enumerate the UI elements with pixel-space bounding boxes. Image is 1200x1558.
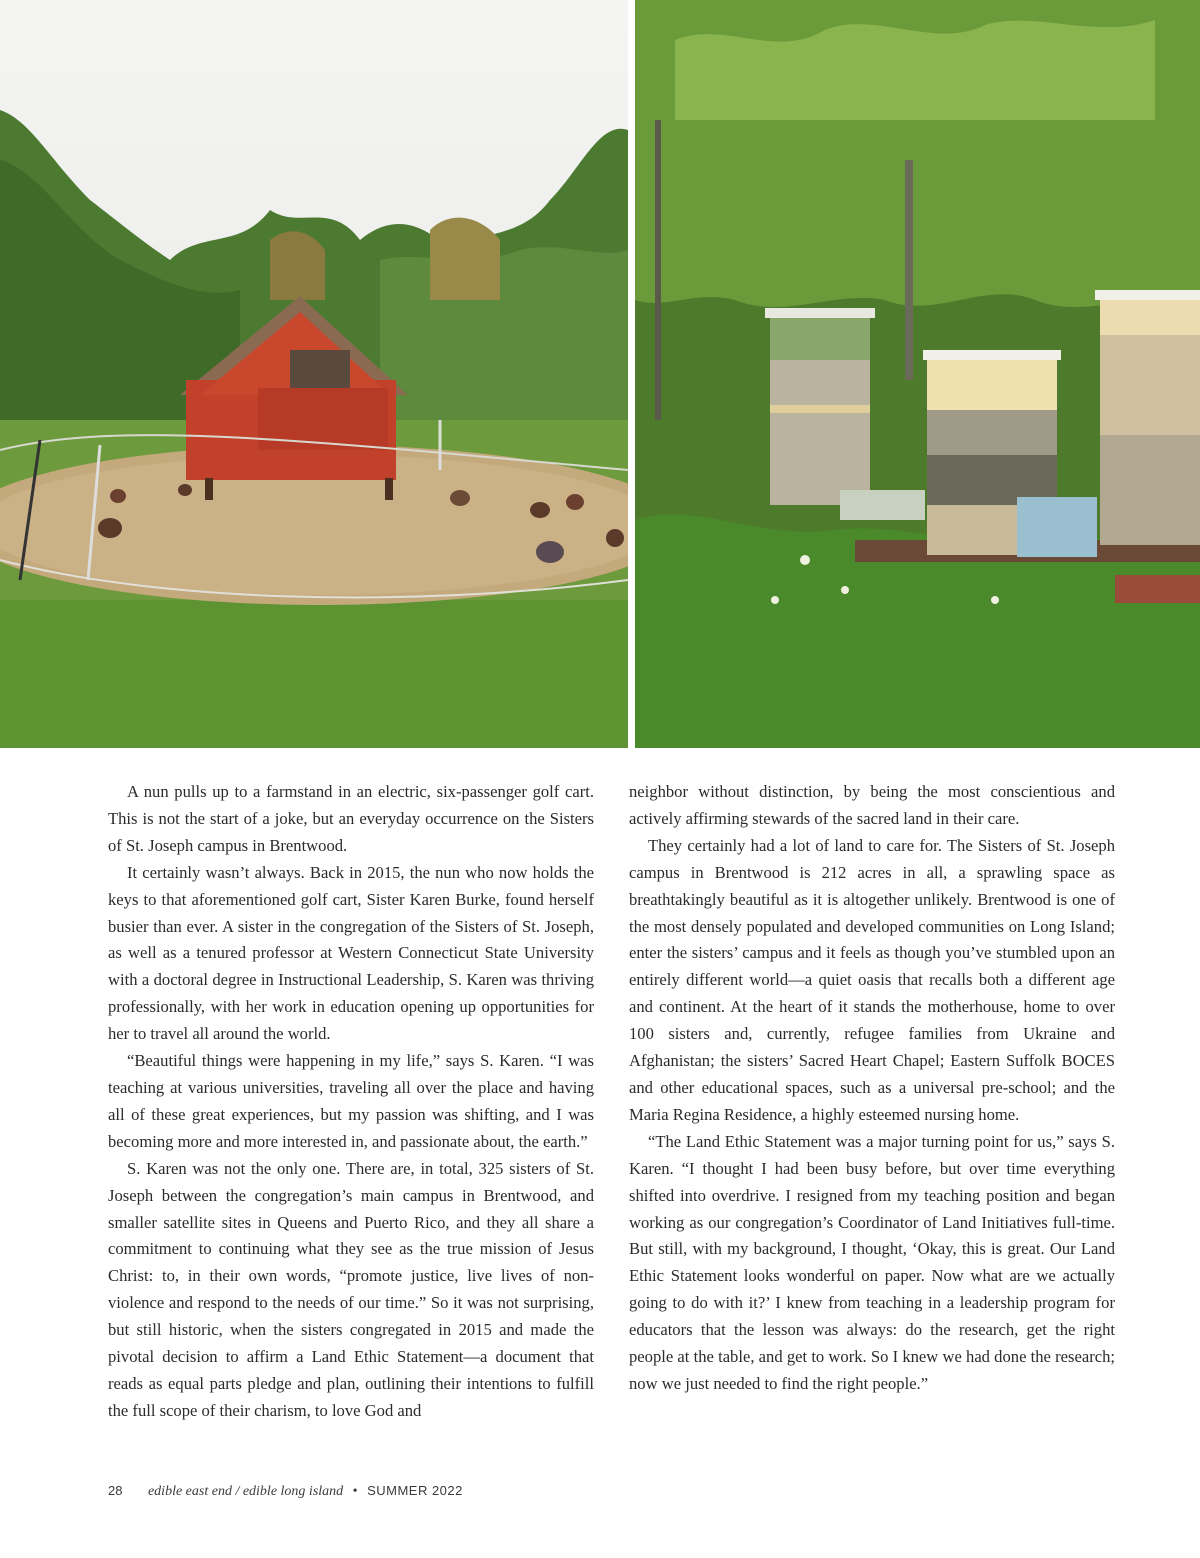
article-paragraph: neighbor without distinction, by being the most conscientious and actively affirming stewards of the sacred land in their care. (629, 782, 1115, 828)
chicken-coop-photo (0, 0, 628, 748)
beehives-illustration (635, 0, 1200, 748)
article-column-left (108, 779, 594, 1425)
page-footer (108, 1483, 463, 1500)
footer-separator: • (352, 1484, 358, 1499)
article-paragraph: It certainly wasn’t always. Back in 2015, the nun who now holds the keys to that aforementioned golf cart, Sister Karen Burke, found herself busier than ever. A sister in the congregation of the Sisters of St. Joseph, as well as a tenured professor at Western Connecticut State University with a doctoral degree in Instructional Leadership, S. Karen was thriving professionally, with her work in education opening up opportunities for her to travel all around the world. (108, 862, 594, 1044)
publication-name: edible east end / edible long island (147, 1484, 344, 1499)
chicken-coop-illustration (0, 0, 628, 748)
article-paragraph: They certainly had a lot of land to care for. The Sisters of St. Joseph campus in Brentwood is 212 acres in all, a sprawling space as breathtakingly beautiful as it is altogether unlikely. Brentwood is one of the most densely populated and developed communities on Long Island; enter the sisters’ campus and it feels as though you’ve stumbled upon an entirely different world—a quiet oasis that recalls both a different age and continent. At the heart of it stands the motherhouse, home to over 100 sisters and, currently, refugee families from Ukraine and Afghanistan; the sisters’ Sacred Heart Chapel; Eastern Suffolk BOCES and other educational spaces, such as a universal pre-school; and the Maria Regina Residence, a highly esteemed nursing home. (629, 835, 1115, 1124)
beehives-photo (635, 0, 1200, 748)
article-paragraph: A nun pulls up to a farmstand in an electric, six-passenger golf cart. This is not the start of a joke, but an everyday occurrence on the Sisters of St. Joseph campus in Brentwood. (108, 782, 594, 855)
article-paragraph: “Beautiful things were happening in my life,” says S. Karen. “I was teaching at various universities, traveling all over the place and having all of these great experiences, but my passion was shifting, and I was becoming more and more interested in, and passionate about, the earth.” (108, 1051, 594, 1151)
article-paragraph: S. Karen was not the only one. There are, in total, 325 sisters of St. Joseph between the congregation’s main campus in Brentwood, and smaller satellite sites in Queens and Puerto Rico, and they all share a commitment to continuing what they see as the true mission of Jesus Christ: to, in their own words, “promote justice, live lives of non-violence and respond to the needs of our time.” So it was not surprising, but still historic, when the sisters congregated in 2015 and made the pivotal decision to affirm a Land Ethic Statement—a document that reads as equal parts pledge and plan, outlining their intentions to fulfill the full scope of their charism, to love God and (108, 1158, 594, 1420)
article-column-right (629, 779, 1115, 1398)
issue-label: SUMMER 2022 (367, 1483, 463, 1498)
article-paragraph: “The Land Ethic Statement was a major turning point for us,” says S. Karen. “I thought I had been busy before, but over time everything shifted into overdrive. I resigned from my teaching position and began working as our congregation’s Coordinator of Land Initiatives full-time. But still, with my background, I thought, ‘Okay, this is great. Our Land Ethic Statement looks wonderful on paper. Now what are we actually going to do with it?’ I knew from teaching in a leadership program for educators that the lesson was always: do the research, get the right people at the table, and get to work. So I knew we had done the research; now we just needed to find the right people.” (629, 1131, 1115, 1393)
page-number: 28 (108, 1483, 123, 1498)
